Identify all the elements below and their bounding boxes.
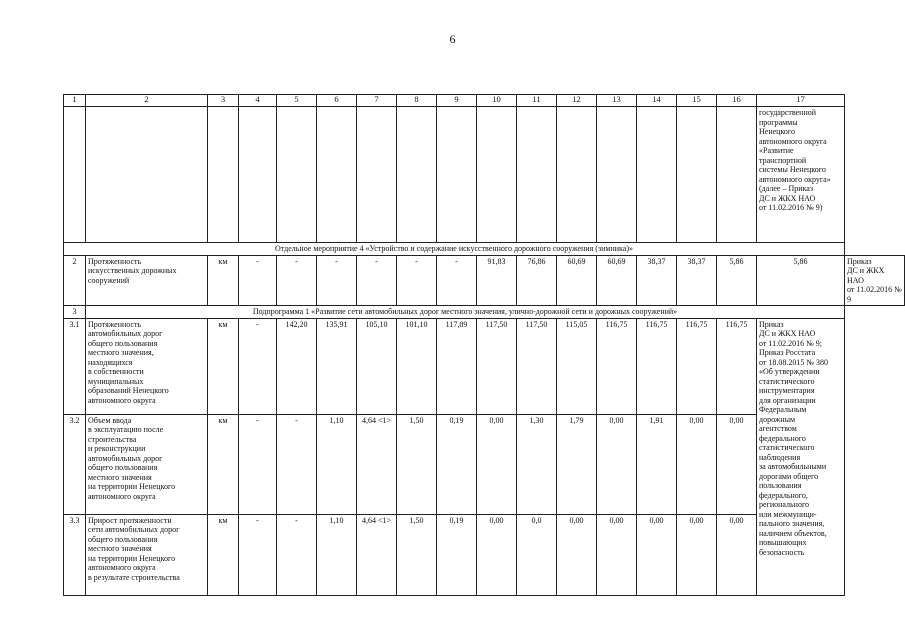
header-cell: 5	[277, 95, 317, 107]
value-cell: 117,89	[437, 318, 477, 414]
section-4-title: Отдельное мероприятие 4 «Устройство и содержание искусственного дорожного сооружения (зимника)»	[64, 243, 845, 256]
header-cell: 7	[357, 95, 397, 107]
value-cell: 116,75	[717, 318, 757, 414]
header-cell: 14	[637, 95, 677, 107]
value-cell: -	[239, 318, 277, 414]
source-cell: Приказ ДС и ЖКХ НАО от 11.02.2016 № 9	[845, 255, 905, 306]
row-number: 3.3	[64, 514, 86, 595]
unit-cell: км	[208, 318, 239, 414]
value-cell: 1,79	[557, 414, 597, 514]
header-cell: 15	[677, 95, 717, 107]
value-cell: -	[277, 414, 317, 514]
header-cell: 17	[757, 95, 845, 107]
continuation-row	[64, 107, 905, 243]
value-cell: 0,00	[717, 414, 757, 514]
header-cell: 10	[477, 95, 517, 107]
row-2	[64, 255, 905, 306]
value-cell: 5,86	[757, 255, 845, 306]
indicator-name: Протяженность автомобильных дорог общего пользования местного значения, находящихся в собственности муниципальных образований Ненецкого автономного округа	[86, 318, 208, 414]
value-cell: 60,69	[597, 255, 637, 306]
value-cell: 0,00	[677, 514, 717, 595]
value-cell: 116,75	[637, 318, 677, 414]
header-cell: 2	[86, 95, 208, 107]
value-cell: 5,86	[717, 255, 757, 306]
header-cell: 9	[437, 95, 477, 107]
value-cell: 0,00	[597, 414, 637, 514]
row-3-1	[64, 318, 905, 414]
value-cell: 1,10	[317, 414, 357, 514]
value-cell: -	[437, 255, 477, 306]
value-cell: 76,86	[517, 255, 557, 306]
section-3-row	[64, 306, 905, 319]
indicator-name: Протяженность искусственных дорожных сооружений	[86, 255, 208, 306]
value-cell: -	[239, 514, 277, 595]
continuation-source-cell: государственной программы Ненецкого автономного округа «Развитие транспортной системы Ненецкого автономного округа» (далее – Приказ ДС и ЖКХ НАО от 11.02.2016 № 9)	[757, 107, 845, 243]
header-cell: 11	[517, 95, 557, 107]
section-3-title: Подпрограмма 1 «Развитие сети автомобильных дорог местного значения, улично-дорожной сети и дорожных сооружений»	[86, 306, 845, 319]
unit-cell: км	[208, 255, 239, 306]
value-cell: 0,00	[477, 514, 517, 595]
value-cell: 60,69	[557, 255, 597, 306]
value-cell: 38,37	[677, 255, 717, 306]
value-cell: 1,91	[637, 414, 677, 514]
value-cell: 1,50	[397, 514, 437, 595]
value-cell: 0,00	[597, 514, 637, 595]
value-cell: 142,20	[277, 318, 317, 414]
value-cell: 91,83	[477, 255, 517, 306]
row-number: 2	[64, 255, 86, 306]
header-cell: 16	[717, 95, 757, 107]
value-cell: 38,37	[637, 255, 677, 306]
value-cell: 115,05	[557, 318, 597, 414]
value-cell: 116,75	[677, 318, 717, 414]
header-cell: 12	[557, 95, 597, 107]
header-cell: 6	[317, 95, 357, 107]
value-cell: 0,00	[477, 414, 517, 514]
value-cell: 0,19	[437, 414, 477, 514]
unit-cell: км	[208, 514, 239, 595]
value-cell: 116,75	[597, 318, 637, 414]
value-cell: 117,50	[477, 318, 517, 414]
value-cell: 0,19	[437, 514, 477, 595]
row-number: 3	[64, 306, 86, 319]
header-row	[64, 95, 905, 107]
header-cell: 1	[64, 95, 86, 107]
value-cell: 117,50	[517, 318, 557, 414]
value-cell: -	[277, 514, 317, 595]
value-cell: -	[239, 414, 277, 514]
value-cell: 4,64 <1>	[357, 514, 397, 595]
value-cell: -	[277, 255, 317, 306]
value-cell: 1,10	[317, 514, 357, 595]
subprogram-source-cell: Приказ ДС и ЖКХ НАО от 11.02.2016 № 9; Приказ Росстата от 18.08.2015 № 380 «Об утверждении статистического инструментария для организации Федеральным дорожным агентством федерального статистического наблюдения за автомобильными дорогами общего пользования федерального, регионального или межмуници- пального значения, наличием объектов, повышающих безопасность	[757, 318, 845, 595]
section-4-row	[64, 243, 905, 256]
header-cell: 3	[208, 95, 239, 107]
value-cell: 135,91	[317, 318, 357, 414]
row-number: 3.2	[64, 414, 86, 514]
indicator-name: Прирост протяженности сети автомобильных дорог общего пользования местного значения на территории Ненецкого автономного округа в результате строительства	[86, 514, 208, 595]
value-cell: -	[317, 255, 357, 306]
value-cell: 1,30	[517, 414, 557, 514]
value-cell: -	[239, 255, 277, 306]
value-cell: -	[397, 255, 437, 306]
page-number: 6	[449, 32, 456, 46]
value-cell: 101,10	[397, 318, 437, 414]
value-cell: 0,00	[717, 514, 757, 595]
value-cell: -	[357, 255, 397, 306]
header-cell: 8	[397, 95, 437, 107]
value-cell: 0,00	[557, 514, 597, 595]
row-number: 3.1	[64, 318, 86, 414]
header-cell: 13	[597, 95, 637, 107]
value-cell: 105,10	[357, 318, 397, 414]
value-cell: 1,50	[397, 414, 437, 514]
header-cell: 4	[239, 95, 277, 107]
indicators-table	[63, 94, 905, 596]
unit-cell: км	[208, 414, 239, 514]
value-cell: 0,00	[637, 514, 677, 595]
indicator-name: Объем ввода в эксплуатацию после строительства и реконструкции автомобильных дорог общего пользования местного значения на территории Ненецкого автономного округа	[86, 414, 208, 514]
value-cell: 4,64 <1>	[357, 414, 397, 514]
value-cell: 0,0	[517, 514, 557, 595]
value-cell: 0,00	[677, 414, 717, 514]
